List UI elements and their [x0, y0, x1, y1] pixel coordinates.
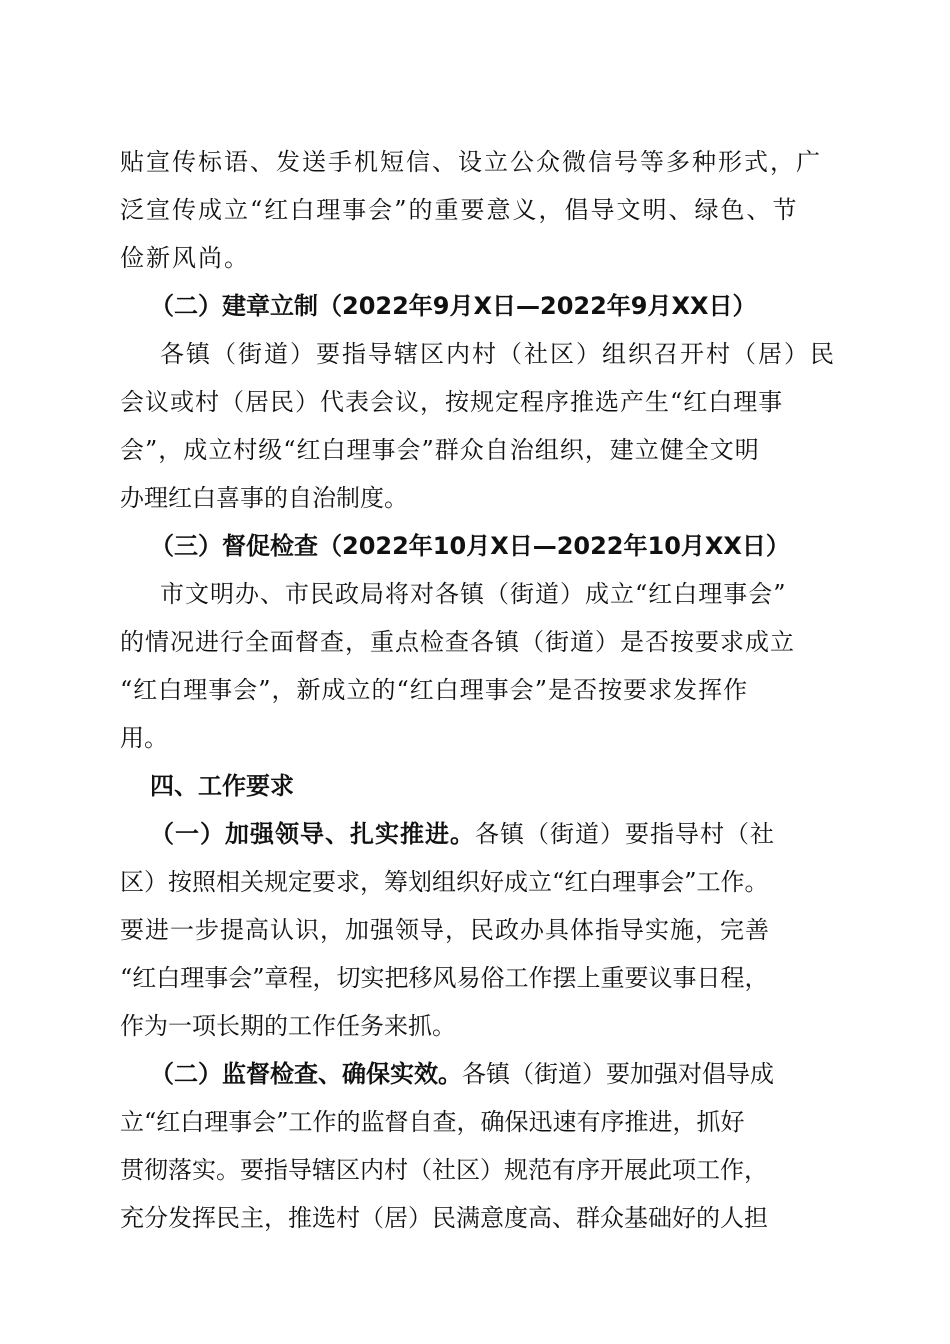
- section-4-heading: 四、工作要求: [150, 772, 294, 800]
- phase-2-line-1: 各镇（街道）要指导辖区内村（社区）组织召开村（居）民: [160, 340, 836, 368]
- phase-3-line-2: 的情况进行全面督查，重点检查各镇（街道）是否按要求成立: [120, 628, 795, 656]
- intro-line-3: 俭新风尚。: [120, 244, 250, 272]
- phase-2-line-2: 会议或村（居民）代表会议，按规定程序推选产生“红白理事: [120, 388, 784, 416]
- section-4-item-1-line-2: 区）按照相关规定要求，筹划组织好成立“红白理事会”工作。: [120, 868, 769, 896]
- phase-2-heading: （二）建章立制（2022年9月X日—2022年9月XX日）: [150, 292, 757, 320]
- section-4-item-1-line-3: 要进一步提高认识，加强领导，民政办具体指导实施，完善: [120, 916, 770, 944]
- section-4-item-1-line-4: “红白理事会”章程，切实把移风易俗工作摆上重要议事日程，: [120, 964, 769, 992]
- section-4-item-2-line-2: 立“红白理事会”工作的监督自查，确保迅速有序推进，抓好: [120, 1108, 745, 1136]
- phase-3-heading: （三）督促检查（2022年10月X日—2022年10月XX日）: [150, 532, 790, 560]
- section-4-item-1-title: （一）加强领导、扎实推进。: [150, 820, 475, 848]
- intro-line-2: 泛宣传成立“红白理事会”的重要意义，倡导文明、绿色、节: [120, 196, 799, 224]
- intro-line-1: 贴宣传标语、发送手机短信、设立公众微信号等多种形式，广: [120, 148, 822, 176]
- phase-2-line-3: 会”，成立村级“红白理事会”群众自治组织，建立健全文明: [120, 436, 760, 464]
- section-4-item-2-line-4: 充分发挥民主，推选村（居）民满意度高、群众基础好的人担: [120, 1204, 768, 1232]
- section-4-item-2-line-3: 贯彻落实。要指导辖区内村（社区）规范有序开展此项工作，: [120, 1156, 768, 1184]
- section-4-item-2-first-line: [150, 1054, 774, 1094]
- section-4-item-2-line-1: 各镇（街道）要加强对倡导成: [462, 1060, 774, 1088]
- phase-3-line-1: 市文明办、市民政局将对各镇（街道）成立“红白理事会”: [160, 580, 787, 608]
- section-4-item-1-first-line: [150, 814, 775, 854]
- section-4-item-2-title: （二）监督检查、确保实效。: [150, 1060, 462, 1088]
- phase-3-line-3: “红白理事会”，新成立的“红白理事会”是否按要求发挥作: [120, 676, 749, 704]
- section-4-item-1-line-5: 作为一项长期的工作任务来抓。: [120, 1012, 456, 1040]
- phase-2-line-4: 办理红白喜事的自治制度。: [120, 484, 408, 512]
- phase-3-line-4: 用。: [120, 724, 168, 752]
- section-4-item-1-line-1: 各镇（街道）要指导村（社: [475, 820, 775, 848]
